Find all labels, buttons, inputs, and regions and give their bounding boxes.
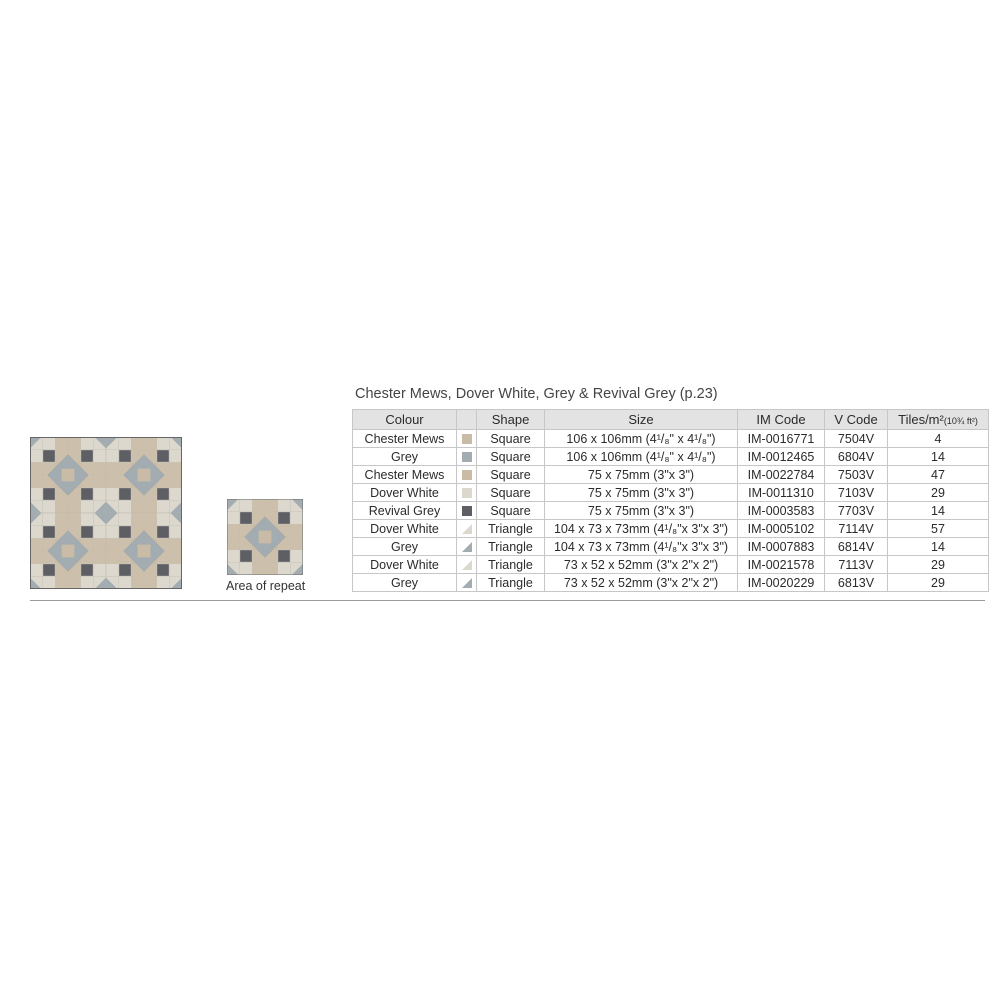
triangle-swatch-icon (462, 542, 472, 552)
repeat-caption: Area of repeat (226, 579, 306, 593)
cell-v-code: 6813V (825, 574, 888, 592)
cell-swatch (457, 430, 477, 448)
table-row (353, 502, 989, 520)
table-row (353, 520, 989, 538)
triangle-swatch-icon (462, 524, 472, 534)
cell-shape: Square (477, 466, 545, 484)
cell-colour: Dover White (353, 556, 457, 574)
cell-im-code: IM-0021578 (738, 556, 825, 574)
table-body (353, 430, 989, 592)
tile-spec-table (352, 409, 989, 592)
divider (30, 600, 985, 601)
cell-im-code: IM-0005102 (738, 520, 825, 538)
cell-colour: Chester Mews (353, 466, 457, 484)
table-row (353, 448, 989, 466)
tile-pattern-preview (30, 437, 182, 589)
cell-colour: Revival Grey (353, 502, 457, 520)
cell-tiles: 29 (888, 484, 989, 502)
cell-v-code: 6814V (825, 538, 888, 556)
cell-colour: Grey (353, 538, 457, 556)
cell-colour: Grey (353, 574, 457, 592)
square-swatch-icon (462, 488, 472, 498)
header-v-code: V Code (825, 410, 888, 430)
square-swatch-icon (462, 506, 472, 516)
cell-im-code: IM-0020229 (738, 574, 825, 592)
cell-tiles: 47 (888, 466, 989, 484)
triangle-swatch-icon (462, 578, 472, 588)
square-swatch-icon (462, 452, 472, 462)
cell-tiles: 29 (888, 574, 989, 592)
cell-size: 73 x 52 x 52mm (3"x 2"x 2") (545, 556, 738, 574)
cell-swatch (457, 448, 477, 466)
cell-v-code: 6804V (825, 448, 888, 466)
cell-im-code: IM-0022784 (738, 466, 825, 484)
cell-swatch (457, 538, 477, 556)
square-swatch-icon (462, 470, 472, 480)
spec-title: Chester Mews, Dover White, Grey & Revival Grey (p.23) (355, 386, 718, 402)
cell-im-code: IM-0003583 (738, 502, 825, 520)
cell-swatch (457, 520, 477, 538)
header-tiles (888, 410, 989, 430)
cell-colour: Dover White (353, 520, 457, 538)
table-row (353, 466, 989, 484)
header-colour: Colour (353, 410, 457, 430)
cell-shape: Triangle (477, 538, 545, 556)
repeat-area-preview (227, 499, 303, 575)
cell-shape: Square (477, 430, 545, 448)
cell-im-code: IM-0016771 (738, 430, 825, 448)
cell-shape: Square (477, 502, 545, 520)
cell-shape: Triangle (477, 556, 545, 574)
header-shape: Shape (477, 410, 545, 430)
cell-im-code: IM-0012465 (738, 448, 825, 466)
cell-shape: Triangle (477, 574, 545, 592)
cell-im-code: IM-0007883 (738, 538, 825, 556)
cell-colour: Chester Mews (353, 430, 457, 448)
cell-shape: Square (477, 484, 545, 502)
triangle-swatch-icon (462, 560, 472, 570)
cell-im-code: IM-0011310 (738, 484, 825, 502)
cell-tiles: 14 (888, 448, 989, 466)
cell-colour: Dover White (353, 484, 457, 502)
cell-v-code: 7113V (825, 556, 888, 574)
cell-swatch (457, 466, 477, 484)
cell-size: 104 x 73 x 73mm (4¹/₈"x 3"x 3") (545, 520, 738, 538)
table-header-row (353, 410, 989, 430)
cell-tiles: 29 (888, 556, 989, 574)
cell-v-code: 7103V (825, 484, 888, 502)
cell-tiles: 14 (888, 538, 989, 556)
cell-v-code: 7114V (825, 520, 888, 538)
cell-swatch (457, 574, 477, 592)
cell-swatch (457, 556, 477, 574)
cell-shape: Triangle (477, 520, 545, 538)
cell-v-code: 7503V (825, 466, 888, 484)
cell-size: 106 x 106mm (4¹/₈" x 4¹/₈") (545, 430, 738, 448)
cell-swatch (457, 502, 477, 520)
cell-size: 75 x 75mm (3"x 3") (545, 484, 738, 502)
header-im-code: IM Code (738, 410, 825, 430)
table-row (353, 484, 989, 502)
cell-v-code: 7504V (825, 430, 888, 448)
table-row (353, 538, 989, 556)
cell-size: 75 x 75mm (3"x 3") (545, 502, 738, 520)
cell-swatch (457, 484, 477, 502)
cell-colour: Grey (353, 448, 457, 466)
table-row (353, 430, 989, 448)
cell-tiles: 57 (888, 520, 989, 538)
header-swatch (457, 410, 477, 430)
square-swatch-icon (462, 434, 472, 444)
cell-size: 75 x 75mm (3"x 3") (545, 466, 738, 484)
cell-size: 73 x 52 x 52mm (3"x 2"x 2") (545, 574, 738, 592)
header-tiles-main: Tiles/m² (898, 412, 944, 427)
cell-tiles: 4 (888, 430, 989, 448)
cell-tiles: 14 (888, 502, 989, 520)
cell-size: 104 x 73 x 73mm (4¹/₈"x 3"x 3") (545, 538, 738, 556)
header-tiles-sub: (10¾ ft²) (943, 416, 978, 426)
table-row (353, 574, 989, 592)
table-row (353, 556, 989, 574)
cell-v-code: 7703V (825, 502, 888, 520)
cell-size: 106 x 106mm (4¹/₈" x 4¹/₈") (545, 448, 738, 466)
cell-shape: Square (477, 448, 545, 466)
header-size: Size (545, 410, 738, 430)
